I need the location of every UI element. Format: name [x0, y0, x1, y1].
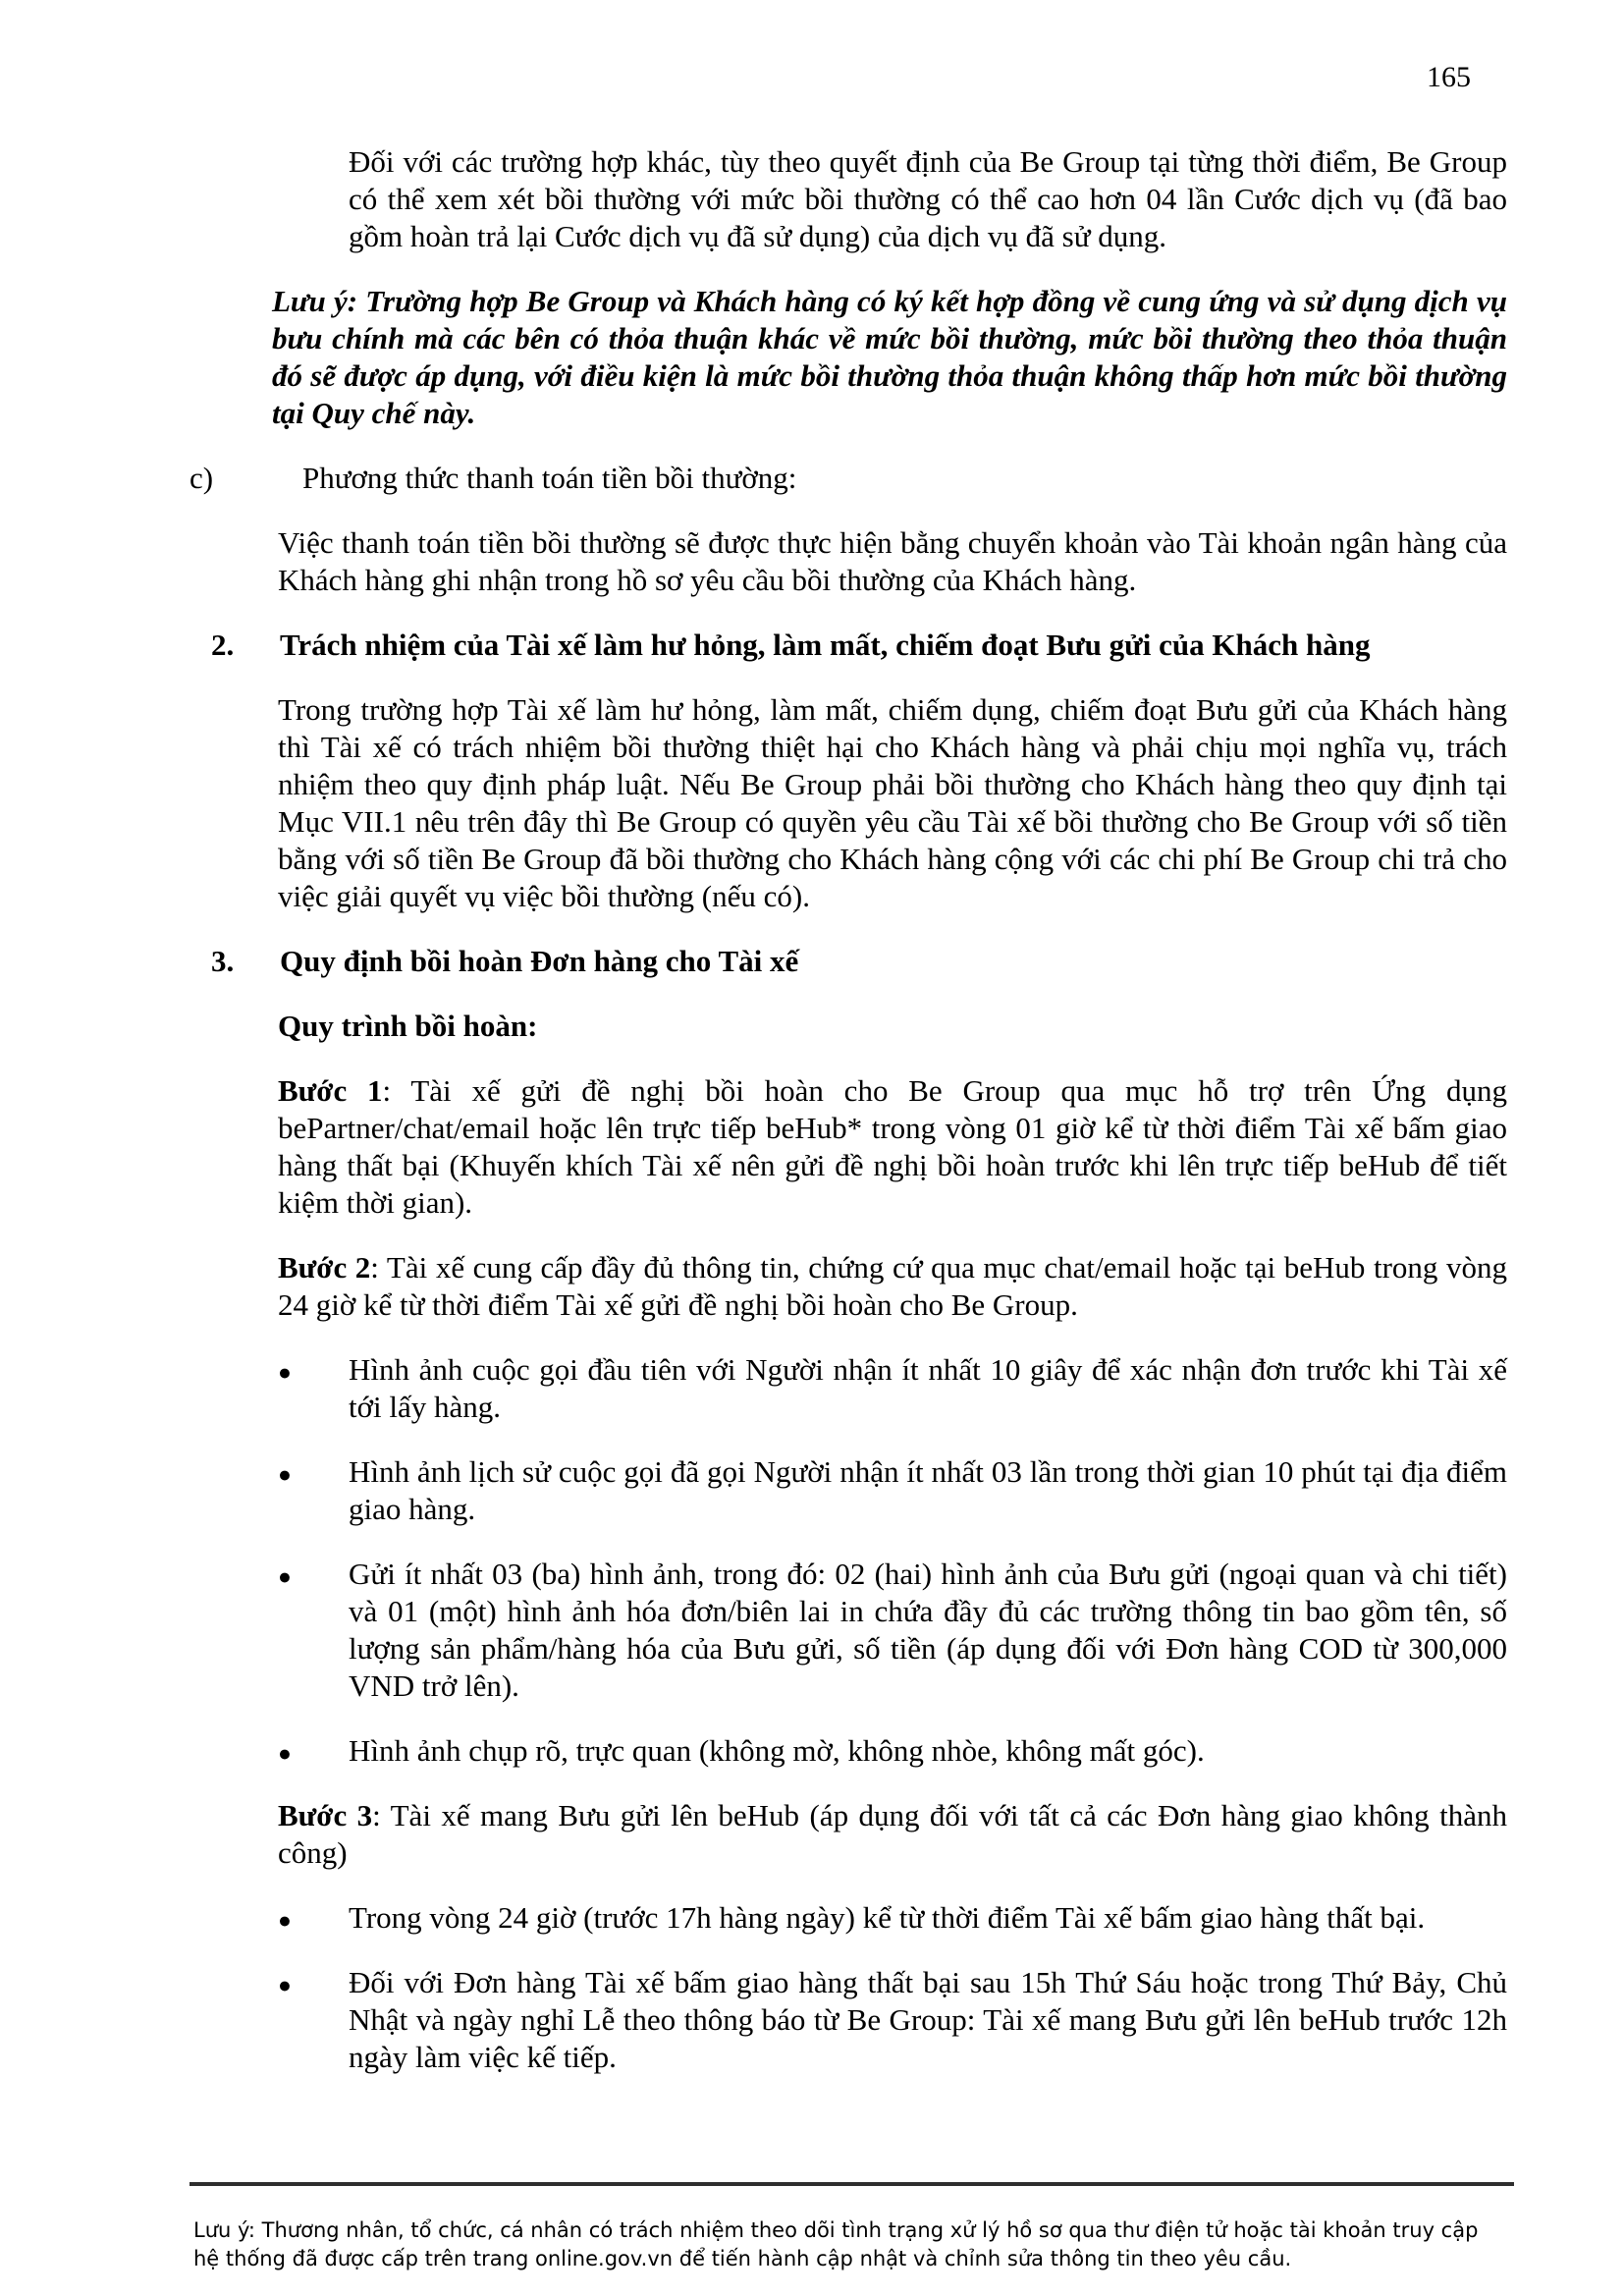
step-1-label: Bước 1 [278, 1073, 383, 1108]
bullet-text: Hình ảnh chụp rõ, trực quan (không mờ, không nhòe, không mất góc). [349, 1733, 1205, 1768]
note-paragraph: Lưu ý: Trường hợp Be Group và Khách hàng có ký kết hợp đồng về cung ứng và sử dụng dịch vụ bưu chính mà các bên có thỏa thuận khác về mức bồi thường, mức bồi thường theo thỏa thuận đó sẽ được áp dụng, với điều kiện là mức bồi thường thỏa thuận không thấp hơn mức bồi thường tại Quy chế này. [272, 284, 1507, 430]
bullet-text: Hình ảnh cuộc gọi đầu tiên với Người nhận ít nhất 10 giây để xác nhận đơn trước khi Tài xế tới lấy hàng. [349, 1352, 1507, 1424]
bullet-item [278, 1453, 1507, 1528]
bullet-icon: ● [278, 1973, 292, 1997]
section-3-number: 3. [211, 944, 235, 978]
bullet-item [278, 1732, 1507, 1770]
bullet-item [278, 1964, 1507, 2076]
refund-process-subheading: Quy trình bồi hoàn: [278, 1009, 538, 1043]
section-2-heading [211, 627, 1507, 664]
step-1-paragraph [278, 1072, 1507, 1222]
section-2-title: Trách nhiệm của Tài xế làm hư hỏng, làm mất, chiếm đoạt Bưu gửi của Khách hàng [280, 628, 1371, 662]
bullet-text: Đối với Đơn hàng Tài xế bấm giao hàng thất bại sau 15h Thứ Sáu hoặc trong Thứ Bảy, Chủ Nhật và ngày nghỉ Lễ theo thông báo từ Be Group: Tài xế mang Bưu gửi lên beHub trước 12h ngày làm việc kế tiếp. [349, 1965, 1507, 2074]
footer-divider [189, 2182, 1514, 2186]
step-2-label: Bước 2 [278, 1250, 371, 1285]
section-3-title: Quy định bồi hoàn Đơn hàng cho Tài xế [280, 944, 799, 978]
bullet-text: Trong vòng 24 giờ (trước 17h hàng ngày) kể từ thời điểm Tài xế bấm giao hàng thất bại. [349, 1900, 1426, 1935]
section-2-number: 2. [211, 628, 235, 662]
footer-note: Lưu ý: Thương nhân, tổ chức, cá nhân có trách nhiệm theo dõi tình trạng xử lý hồ sơ qua thư điện tử hoặc tài khoản truy cập hệ thống đã được cấp trên trang online.gov.vn để tiến hành cập nhật và chỉnh sửa thông tin theo yêu cầu. [193, 2218, 1479, 2270]
payment-method-paragraph: Việc thanh toán tiền bồi thường sẽ được thực hiện bằng chuyển khoản vào Tài khoản ngân hàng của Khách hàng ghi nhận trong hồ sơ yêu cầu bồi thường của Khách hàng. [278, 525, 1507, 597]
bullet-item [278, 1899, 1507, 1937]
step-3-paragraph [278, 1797, 1507, 1872]
section-2-paragraph: Trong trường hợp Tài xế làm hư hỏng, làm mất, chiếm dụng, chiếm đoạt Bưu gửi của Khách hàng thì Tài xế có trách nhiệm bồi thường thiệt hại cho Khách hàng và phải chịu mọi nghĩa vụ, trách nhiệm theo quy định pháp luật. Nếu Be Group phải bồi thường cho Khách hàng theo quy định tại Mục VII.1 nêu trên đây thì Be Group có quyền yêu cầu Tài xế bồi thường cho Be Group với số tiền bằng với số tiền Be Group đã bồi thường cho Khách hàng cộng với các chi phí Be Group chi trả cho việc giải quyết vụ việc bồi thường (nếu có). [278, 692, 1507, 913]
list-item-c-title: Phương thức thanh toán tiền bồi thường: [302, 461, 797, 495]
section-3-heading [211, 943, 1507, 980]
step-1-text: : Tài xế gửi đề nghị bồi hoàn cho Be Group qua mục hỗ trợ trên Ứng dụng bePartner/chat/email hoặc lên trực tiếp beHub* trong vòng 01 giờ kể từ thời điểm Tài xế bấm giao hàng thất bại (Khuyến khích Tài xế nên gửi đề nghị bồi hoàn trước khi lên trực tiếp beHub để tiết kiệm thời gian). [278, 1073, 1507, 1220]
step-3-label: Bước 3 [278, 1798, 373, 1832]
bullet-icon: ● [278, 1564, 292, 1589]
bullet-text: Gửi ít nhất 03 (ba) hình ảnh, trong đó: 02 (hai) hình ảnh của Bưu gửi (ngoại quan và chi tiết) và 01 (một) hình ảnh hóa đơn/biên lai in chứa đầy đủ các trường thông tin bao gồm tên, số lượng sản phẩm/hàng hóa của Bưu gửi, số tiền (áp dụng đối với Đơn hàng COD từ 300,000 VND trở lên). [349, 1557, 1507, 1703]
step-2-paragraph [278, 1249, 1507, 1324]
bullet-item [278, 1351, 1507, 1426]
intro-paragraph: Đối với các trường hợp khác, tùy theo quyết định của Be Group tại từng thời điểm, Be Group có thể xem xét bồi thường với mức bồi thường có thể cao hơn 04 lần Cước dịch vụ (đã bao gồm hoàn trả lại Cước dịch vụ đã sử dụng) của dịch vụ đã sử dụng. [349, 144, 1507, 253]
bullet-icon: ● [278, 1908, 292, 1933]
page-number: 165 [1427, 61, 1471, 93]
list-item-c-label: c) [189, 461, 214, 495]
bullet-icon: ● [278, 1360, 292, 1385]
list-item-c [189, 460, 1507, 497]
document-body [0, 143, 1624, 2104]
bullet-item [278, 1556, 1507, 1705]
bullet-icon: ● [278, 1741, 292, 1766]
bullet-icon: ● [278, 1462, 292, 1487]
bullet-text: Hình ảnh lịch sử cuộc gọi đã gọi Người nhận ít nhất 03 lần trong thời gian 10 phút tại địa điểm giao hàng. [349, 1454, 1507, 1526]
step-3-text: : Tài xế mang Bưu gửi lên beHub (áp dụng đối với tất cả các Đơn hàng giao không thành công) [278, 1798, 1507, 1870]
step-2-text: : Tài xế cung cấp đầy đủ thông tin, chứng cứ qua mục chat/email hoặc tại beHub trong vòng 24 giờ kể từ thời điểm Tài xế gửi đề nghị bồi hoàn cho Be Group. [278, 1250, 1507, 1322]
